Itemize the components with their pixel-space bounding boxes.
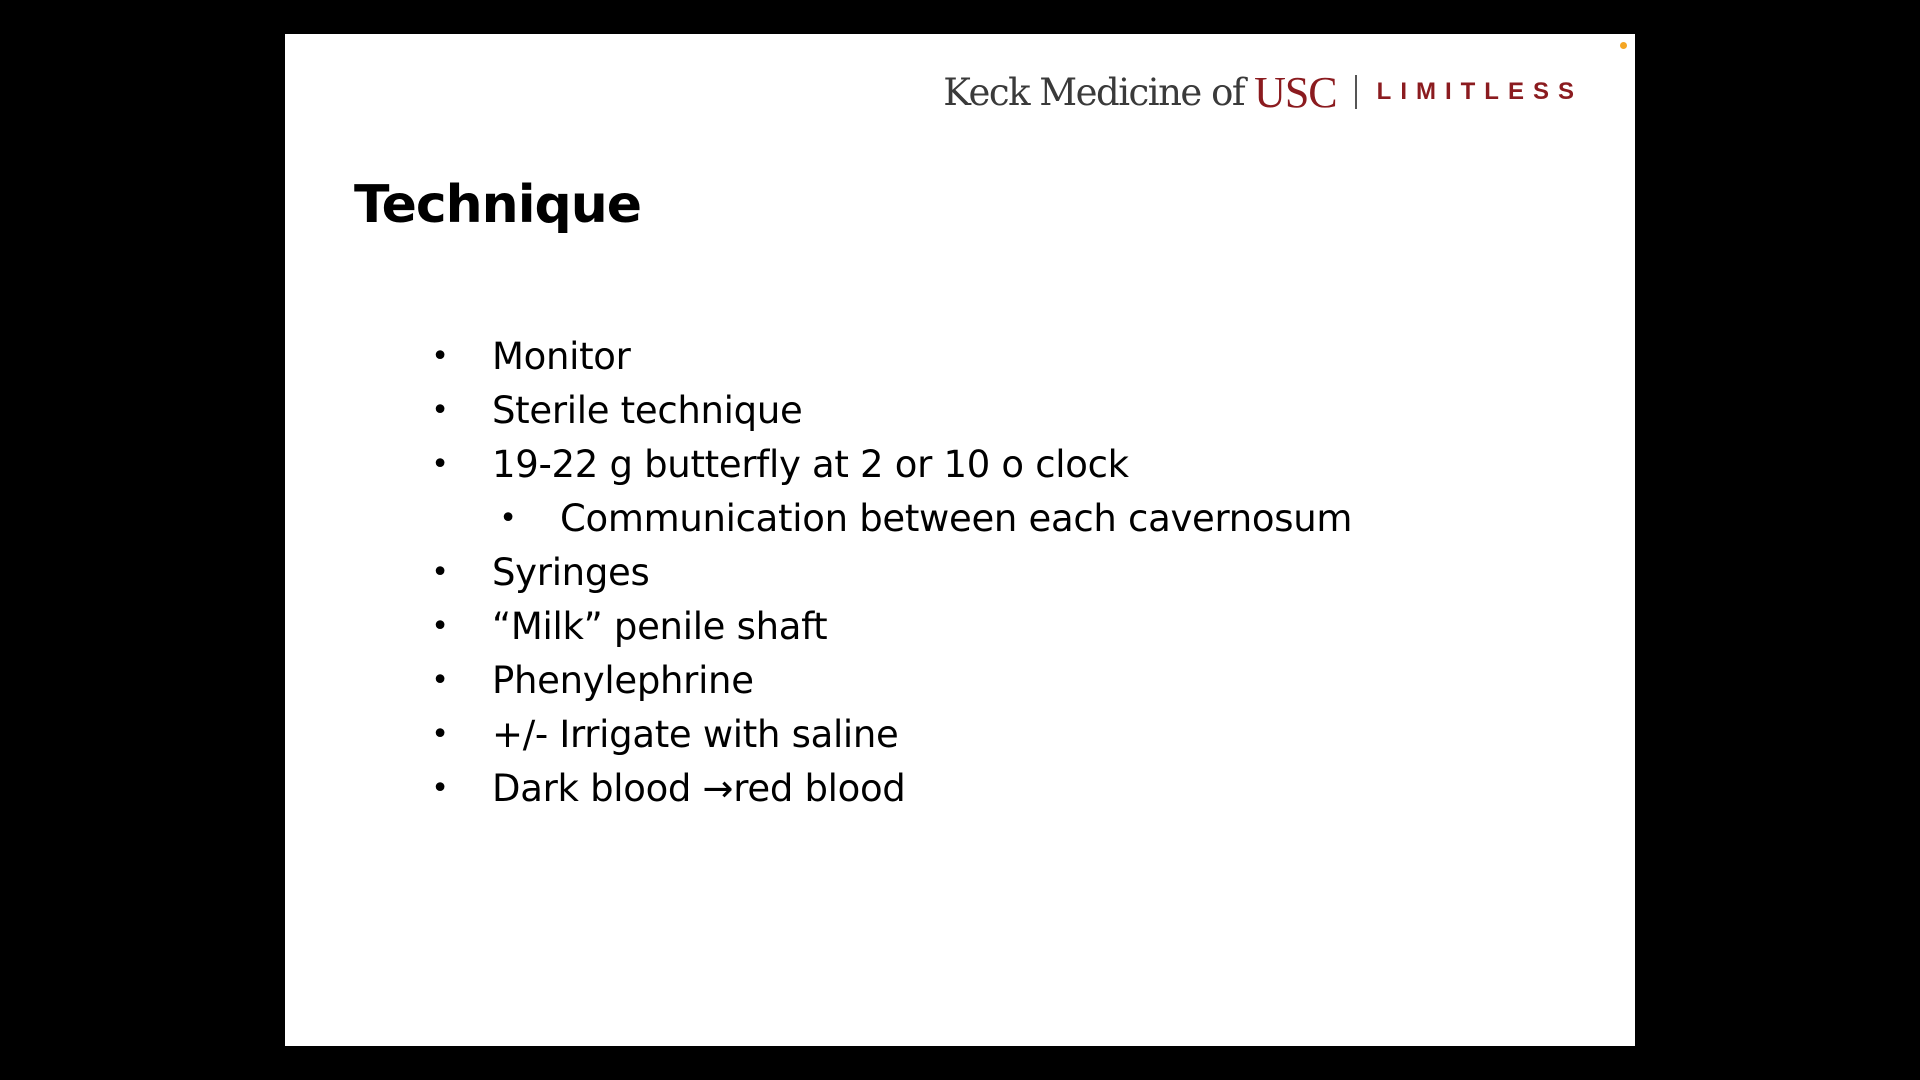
logo-institution-text: Keck Medicine of xyxy=(943,70,1245,114)
bullet-icon: • xyxy=(499,501,517,536)
bullet-icon: • xyxy=(431,663,449,698)
bullet-text: Sterile technique xyxy=(492,389,803,432)
bullet-text: Dark blood →red blood xyxy=(492,767,906,810)
bullet-icon: • xyxy=(431,447,449,482)
sub-bullet-item xyxy=(425,492,1352,546)
bullet-icon: • xyxy=(431,393,449,428)
logo-usc-text: USC xyxy=(1254,67,1337,117)
bullet-icon: • xyxy=(431,609,449,644)
logo-divider xyxy=(1355,75,1357,109)
slide xyxy=(285,34,1635,1046)
bullet-item xyxy=(425,654,1352,708)
bullet-text: Monitor xyxy=(492,335,631,378)
bullet-item xyxy=(425,546,1352,600)
bullet-item xyxy=(425,762,1352,816)
recording-indicator-dot xyxy=(1620,42,1627,49)
bullet-item xyxy=(425,384,1352,438)
bullet-icon: • xyxy=(431,717,449,752)
bullet-item xyxy=(425,330,1352,384)
bullet-item xyxy=(425,708,1352,762)
bullet-text: +/- Irrigate with saline xyxy=(492,713,899,756)
slide-title: Technique xyxy=(354,175,642,235)
bullet-item xyxy=(425,600,1352,654)
bullet-text: “Milk” penile shaft xyxy=(492,605,828,648)
bullet-text: 19-22 g butterfly at 2 or 10 o clock xyxy=(492,443,1129,486)
bullet-icon: • xyxy=(431,339,449,374)
bullet-text: Communication between each cavernosum xyxy=(560,497,1353,540)
bullet-item xyxy=(425,438,1352,492)
logo-tagline: LIMITLESS xyxy=(1376,78,1583,105)
bullet-icon: • xyxy=(431,771,449,806)
bullet-text: Syringes xyxy=(492,551,650,594)
keck-medicine-usc-logo xyxy=(943,62,1583,122)
bullet-list xyxy=(425,330,1352,816)
bullet-icon: • xyxy=(431,555,449,590)
bullet-text: Phenylephrine xyxy=(492,659,754,702)
